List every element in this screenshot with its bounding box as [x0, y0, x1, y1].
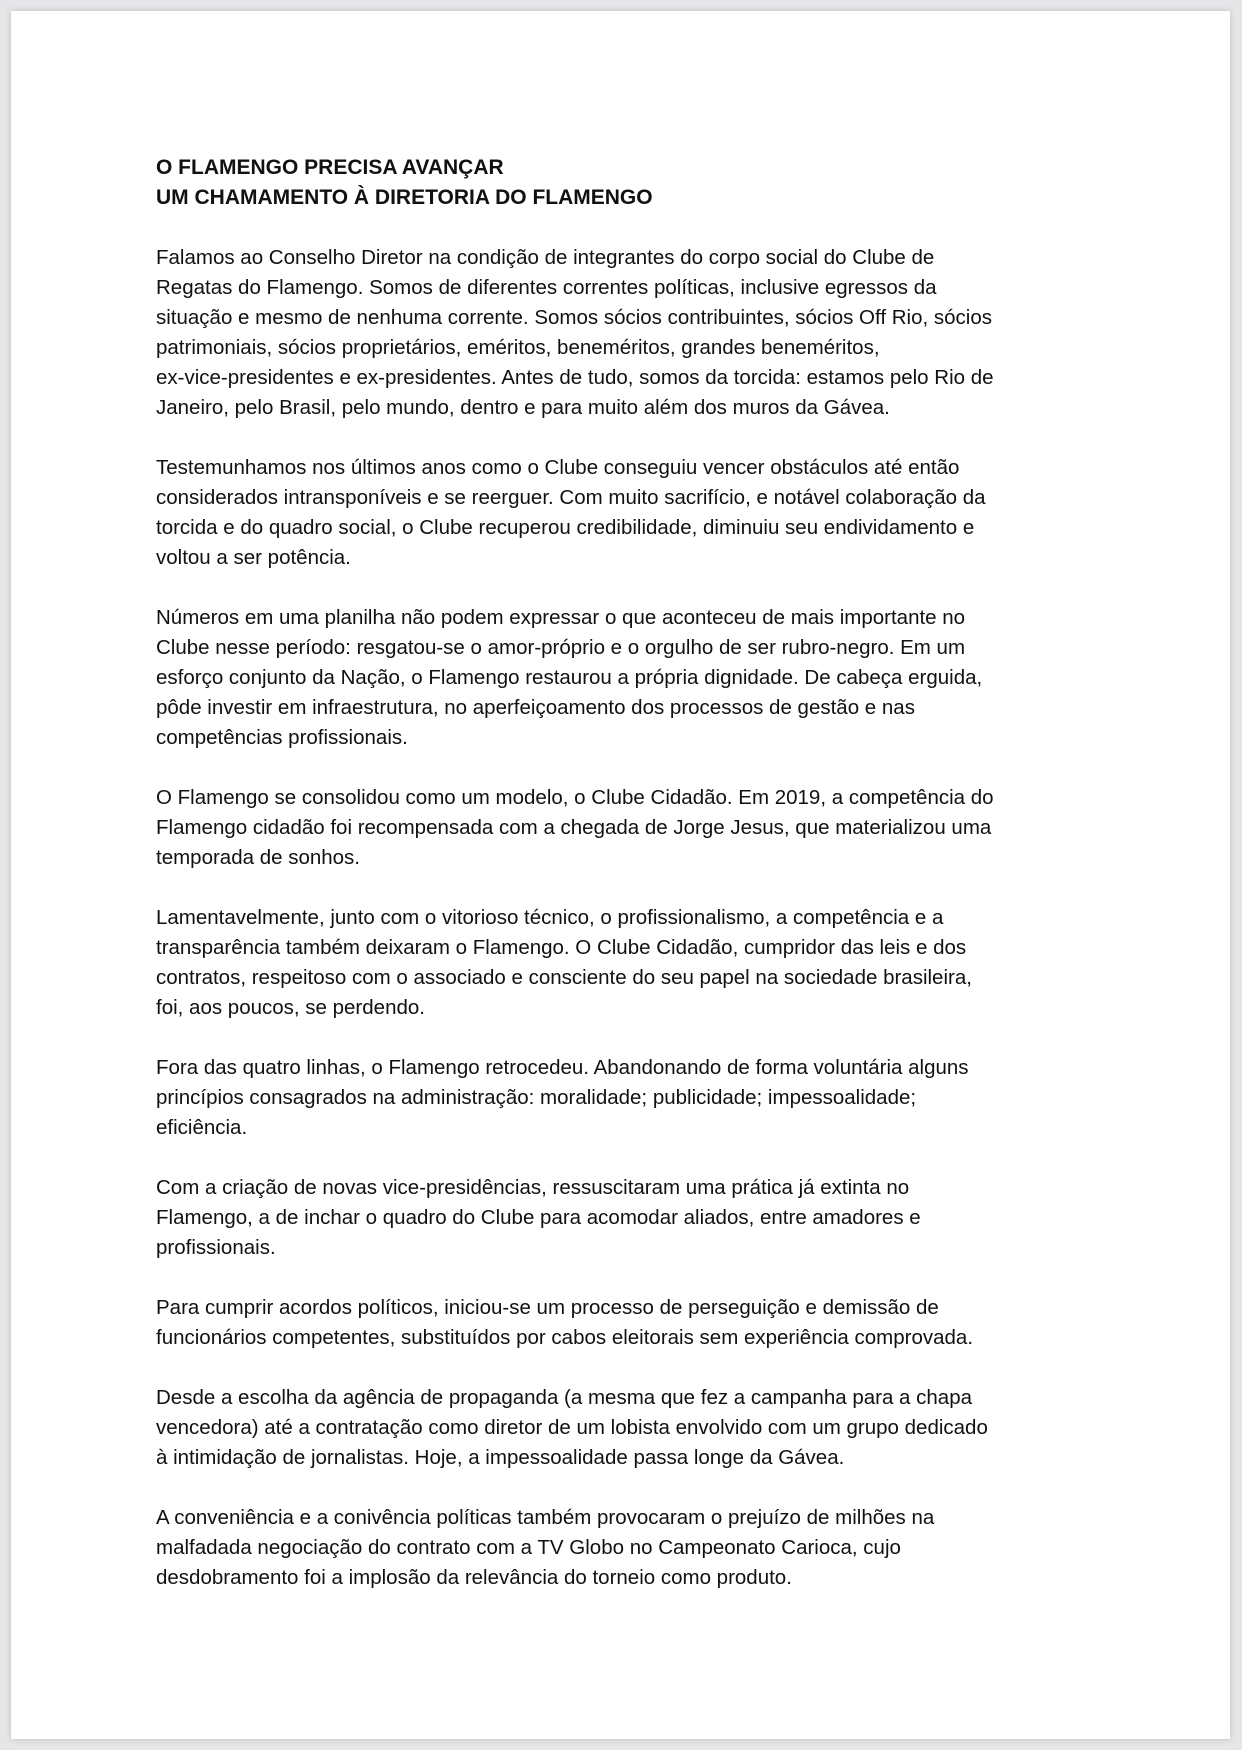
text-line: A conveniência e a conivência políticas também provocaram o prejuízo de milhões na — [156, 1506, 935, 1529]
paragraph-7 — [156, 1173, 1106, 1263]
paragraph-3 — [156, 603, 1106, 753]
text-line: Flamengo, a de inchar o quadro do Clube para acomodar aliados, entre amadores e — [156, 1206, 921, 1229]
text-line: temporada de sonhos. — [156, 846, 360, 869]
paragraph-2 — [156, 453, 1106, 573]
text-line: considerados intransponíveis e se reerguer. Com muito sacrifício, e notável colaboração da — [156, 486, 986, 509]
text-line: Testemunhamos nos últimos anos como o Clube conseguiu vencer obstáculos até então — [156, 456, 960, 479]
text-line: Clube nesse período: resgatou-se o amor-próprio e o orgulho de ser rubro-negro. Em um — [156, 636, 966, 659]
paragraph-9 — [156, 1383, 1106, 1473]
text-line: funcionários competentes, substituídos por cabos eleitorais sem experiência comprovada. — [156, 1326, 974, 1349]
text-line: situação e mesmo de nenhuma corrente. Somos sócios contribuintes, sócios Off Rio, sócios — [156, 306, 992, 329]
text-line: patrimoniais, sócios proprietários, eméritos, beneméritos, grandes beneméritos, — [156, 336, 880, 359]
paragraph-4 — [156, 783, 1106, 873]
paragraph-8 — [156, 1293, 1106, 1353]
document-body — [156, 153, 1106, 1623]
paragraph-10 — [156, 1503, 1106, 1593]
text-line: vencedora) até a contratação como diretor de um lobista envolvido com um grupo dedicado — [156, 1416, 988, 1439]
text-line: Janeiro, pelo Brasil, pelo mundo, dentro e para muito além dos muros da Gávea. — [156, 396, 890, 419]
text-line: pôde investir em infraestrutura, no aperfeiçoamento dos processos de gestão e nas — [156, 696, 915, 719]
paragraph-6 — [156, 1053, 1106, 1143]
text-line: Lamentavelmente, junto com o vitorioso técnico, o profissionalismo, a competência e a — [156, 906, 944, 929]
paragraph-5 — [156, 903, 1106, 1023]
text-line: voltou a ser potência. — [156, 546, 351, 569]
text-line: desdobramento foi a implosão da relevância do torneio como produto. — [156, 1566, 792, 1589]
text-line: Regatas do Flamengo. Somos de diferentes correntes políticas, inclusive egressos da — [156, 276, 937, 299]
text-line: Fora das quatro linhas, o Flamengo retrocedeu. Abandonando de forma voluntária alguns — [156, 1056, 969, 1079]
text-line: torcida e do quadro social, o Clube recuperou credibilidade, diminuiu seu endividamento e — [156, 516, 975, 539]
document-page — [11, 11, 1230, 1739]
text-line: Desde a escolha da agência de propaganda (a mesma que fez a campanha para a chapa — [156, 1386, 973, 1409]
text-line: O Flamengo se consolidou como um modelo, o Clube Cidadão. Em 2019, a competência do — [156, 786, 994, 809]
text-line: foi, aos poucos, se perdendo. — [156, 996, 425, 1019]
text-line: à intimidação de jornalistas. Hoje, a impessoalidade passa longe da Gávea. — [156, 1446, 845, 1469]
text-line: malfadada negociação do contrato com a TV Globo no Campeonato Carioca, cujo — [156, 1536, 901, 1559]
text-line: competências profissionais. — [156, 726, 408, 749]
text-line: Flamengo cidadão foi recompensada com a chegada de Jorge Jesus, que materializou uma — [156, 816, 992, 839]
text-line: ex-vice-presidentes e ex-presidentes. Antes de tudo, somos da torcida: estamos pelo Rio de — [156, 366, 994, 389]
text-line: Com a criação de novas vice-presidências, ressuscitaram uma prática já extinta no — [156, 1176, 910, 1199]
text-line: princípios consagrados na administração: moralidade; publicidade; impessoalidade; — [156, 1086, 917, 1109]
document-title — [156, 153, 1106, 213]
text-line: Para cumprir acordos políticos, iniciou-se um processo de perseguição e demissão de — [156, 1296, 939, 1319]
text-line: Números em uma planilha não podem expressar o que aconteceu de mais importante no — [156, 606, 966, 629]
text-line: Falamos ao Conselho Diretor na condição de integrantes do corpo social do Clube de — [156, 246, 935, 269]
title-line: O FLAMENGO PRECISA AVANÇAR — [156, 156, 504, 179]
text-line: esforço conjunto da Nação, o Flamengo restaurou a própria dignidade. De cabeça erguida, — [156, 666, 983, 689]
subtitle-line: UM CHAMAMENTO À DIRETORIA DO FLAMENGO — [156, 186, 653, 209]
text-line: transparência também deixaram o Flamengo. O Clube Cidadão, cumpridor das leis e dos — [156, 936, 967, 959]
text-line: profissionais. — [156, 1236, 276, 1259]
text-line: contratos, respeitoso com o associado e consciente do seu papel na sociedade brasileira, — [156, 966, 972, 989]
paragraph-1 — [156, 243, 1106, 423]
text-line: eficiência. — [156, 1116, 248, 1139]
